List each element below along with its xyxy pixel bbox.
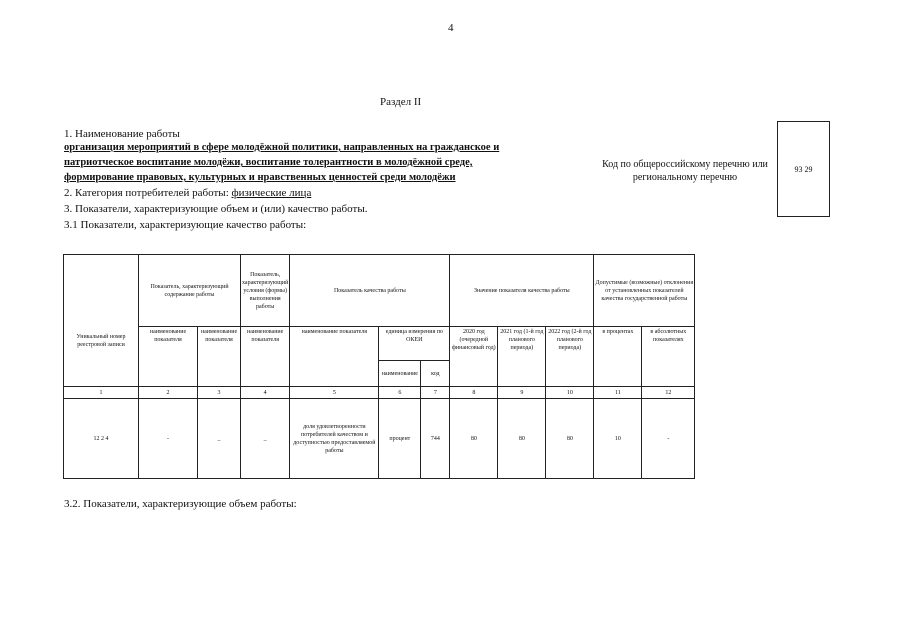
column-number: 9 xyxy=(498,387,546,399)
column-number: 6 xyxy=(379,387,421,399)
cell-2022: 80 xyxy=(546,399,594,479)
category-line xyxy=(64,187,311,199)
column-number: 3 xyxy=(198,387,241,399)
subheader-2022: 2022 год (2-й год планового периода) xyxy=(546,327,594,387)
work-name-line-1: организация мероприятий в сфере молодёжной политики, направленных на гражданское и xyxy=(64,142,500,153)
category-value: физические лица xyxy=(231,187,312,199)
code-value: 93 29 xyxy=(794,164,813,174)
subheader-absolute: в абсолютных показателях xyxy=(642,327,695,387)
category-label: 2. Категория потребителей работы: xyxy=(64,187,232,199)
subheader-2021: 2021 год (1-й год планового периода) xyxy=(498,327,546,387)
header-content: Показатель, характеризующий содержание работы xyxy=(139,255,241,327)
cell-condition: _ xyxy=(241,399,290,479)
column-number: 5 xyxy=(290,387,379,399)
header-conditions: Показатель, характеризующий условия (формы) выполнения работы xyxy=(241,255,290,327)
subheader-unit: единица измерения по ОКЕИ xyxy=(379,327,450,361)
cell-percent: 10 xyxy=(594,399,642,479)
cell-2021: 80 xyxy=(498,399,546,479)
work-name-line-2: патриотческое воспитание молодёжи, воспитание толерантности в молодёжной среде, xyxy=(64,157,473,168)
code-label: Код по общероссийскому перечню или региональному перечню xyxy=(602,159,768,183)
subheader-name-3: наименование показателя xyxy=(241,327,290,387)
cell-absolute: - xyxy=(642,399,695,479)
column-number: 4 xyxy=(241,387,290,399)
work-name-line-3: формирование правовых, культурных и нравственных ценностей среди молодёжи xyxy=(64,172,456,183)
column-number: 1 xyxy=(64,387,139,399)
indicators-title: 3. Показатели, характеризующие объем и (или) качество работы. xyxy=(64,203,368,215)
cell-content-1: - xyxy=(139,399,198,479)
header-deviation: Допустимые (возможные) отклонения от установленных показателей качества государственной работы xyxy=(594,255,695,327)
cell-unique-number: 12 2 4 xyxy=(64,399,139,479)
subheader-unit-name: наименование xyxy=(379,361,421,387)
header-values: Значение показателя качества работы xyxy=(450,255,594,327)
column-number: 8 xyxy=(450,387,498,399)
cell-content-2: _ xyxy=(198,399,241,479)
subheader-code: код xyxy=(421,361,450,387)
quality-title: 3.1 Показатели, характеризующие качество работы: xyxy=(64,219,307,231)
column-number: 2 xyxy=(139,387,198,399)
subheader-percent: в процентах xyxy=(594,327,642,387)
header-unique-number: Уникальный номер реестровой записи xyxy=(64,255,139,387)
table-row xyxy=(64,399,695,479)
subheader-name-2: наименование показателя xyxy=(198,327,241,387)
column-number: 11 xyxy=(594,387,642,399)
cell-code: 744 xyxy=(421,399,450,479)
subheader-name-1: наименование показателя xyxy=(139,327,198,387)
code-box xyxy=(777,121,830,217)
page-number: 4 xyxy=(448,22,454,34)
header-quality: Показатель качества работы xyxy=(290,255,450,327)
section-title: Раздел II xyxy=(380,96,422,108)
work-name-label: 1. Наименование работы xyxy=(64,128,180,140)
column-number: 7 xyxy=(421,387,450,399)
column-number: 12 xyxy=(642,387,695,399)
cell-2020: 80 xyxy=(450,399,498,479)
subheader-indicator-name: наименование показателя xyxy=(290,327,379,387)
subheader-2020: 2020 год (очередной финансовый год) xyxy=(450,327,498,387)
volume-title: 3.2. Показатели, характеризующие объем работы: xyxy=(64,498,297,510)
quality-table xyxy=(63,254,695,479)
cell-indicator: доля удовлетворенности потребителей качеством и доступностью предоставляемой работы xyxy=(290,399,379,479)
column-number: 10 xyxy=(546,387,594,399)
cell-unit: процент xyxy=(379,399,421,479)
